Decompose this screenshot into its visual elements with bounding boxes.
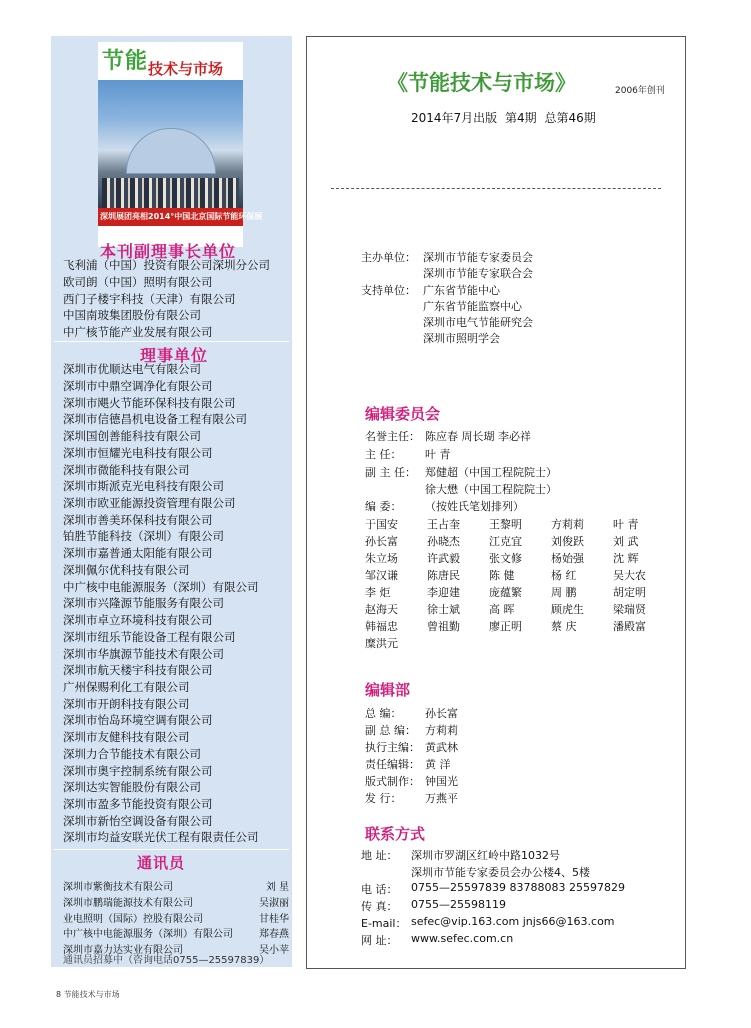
cover-photo (98, 80, 243, 208)
council-item: 深圳佩尔优科技有限公司 (63, 563, 190, 577)
dept-value: 方莉莉 (425, 724, 458, 737)
board-member-name: 顾虎生 (551, 603, 584, 616)
board-member-name: 李 炬 (365, 586, 391, 599)
dept-value: 黄武林 (425, 741, 458, 754)
dept-label: 发 行： (365, 792, 402, 805)
host-label: 主办单位： (361, 251, 416, 264)
board-member-name: 刘 武 (613, 535, 639, 548)
board-member-name: 杨 红 (551, 569, 577, 582)
council-item: 深圳市兴隆源节能服务有限公司 (63, 596, 224, 610)
vice-chairman-item: 欧司朗（中国）照明有限公司 (63, 275, 213, 289)
council-item: 深圳市盈多节能投资有限公司 (63, 797, 213, 811)
support-label: 支持单位： (361, 284, 416, 297)
board-member-name: 梁瑞贤 (613, 603, 646, 616)
contact-title: 联系方式 (365, 825, 426, 843)
vice-chairman-item: 西门子楼宇科技（天津）有限公司 (63, 292, 236, 306)
deputy-name: 徐大懋（中国工程院院士） (425, 483, 557, 496)
council-item: 深圳市恒耀光电科技有限公司 (63, 446, 213, 460)
council-item: 深圳力合节能技术有限公司 (63, 747, 201, 761)
editorial-dept-title: 编辑部 (365, 681, 411, 699)
board-member-name: 潘殿富 (613, 620, 646, 633)
council-item: 深圳市均益安联光伏工程有限责任公司 (63, 830, 259, 844)
dashed-divider (331, 188, 661, 189)
vice-chairman-title: 本刊副理事长单位 (100, 242, 237, 261)
board-member-name: 朱立场 (365, 552, 398, 565)
council-item: 深圳市航天楼宇科技有限公司 (63, 663, 213, 677)
support-org: 广东省节能中心 (423, 284, 500, 297)
correspondents-recruit: 通讯员招募中（咨询电话0755—25597839） (63, 955, 270, 966)
council-item: 深圳市新怡空调设备有限公司 (63, 814, 213, 828)
board-member-name: 孙长富 (365, 535, 398, 548)
dept-value: 万燕平 (425, 792, 458, 805)
email-value: sefec@vip.163.com jnjs66@163.com (411, 915, 615, 928)
support-org: 深圳市电气节能研究会 (423, 316, 533, 329)
cover-title: 技术与市场 (148, 60, 224, 78)
members-label: 编 委： (365, 500, 402, 513)
correspondent-person: 甘桂华 (259, 914, 289, 925)
council-item: 深圳市优顺达电气有限公司 (63, 362, 201, 376)
council-item: 深圳市卓立环境科技有限公司 (63, 613, 213, 627)
council-item: 深圳市微能科技有限公司 (63, 463, 190, 477)
council-item: 深圳市怡岛环境空调有限公司 (63, 713, 213, 727)
magazine-title: 《节能技术与市场》 (387, 70, 576, 95)
honorary-names: 陈应春 周长瑚 李必祥 (425, 430, 531, 443)
board-member-name: 江克宜 (489, 535, 522, 548)
council-item: 中广核中电能源服务（深圳）有限公司 (63, 580, 259, 594)
dept-label: 版式制作： (365, 775, 420, 788)
council-item: 深圳市善美环保科技有限公司 (63, 513, 213, 527)
fax-value: 0755—25598119 (411, 898, 506, 911)
correspondent-org: 业电照明（国际）控股有限公司 (63, 914, 203, 925)
correspondent-person: 吴小苹 (259, 945, 289, 956)
phone-value: 0755—25597839 83788083 25597829 (411, 881, 625, 894)
correspondent-person: 郑春燕 (259, 929, 289, 940)
issue-info: 2014年7月出版 第4期 总第46期 (411, 111, 596, 125)
host-org: 深圳市节能专家委员会 (423, 251, 533, 264)
vice-chairman-item: 飞利浦（中国）投资有限公司深圳分公司 (63, 258, 270, 272)
board-member-name: 陈 健 (489, 569, 515, 582)
divider (54, 849, 289, 850)
address-line: 深圳市节能专家委员会办公楼4、5楼 (411, 866, 590, 879)
board-member-name: 糜洪元 (365, 637, 398, 650)
page-footer: 8 节能技术与市场 (56, 990, 120, 999)
board-member-name: 叶 青 (613, 518, 639, 531)
council-item: 深圳市奥宇控制系统有限公司 (63, 764, 213, 778)
council-item: 广州保赐利化工有限公司 (63, 680, 190, 694)
correspondent-person: 刘 星 (265, 882, 289, 893)
board-member-name: 赵海天 (365, 603, 398, 616)
correspondent-org: 中广核中电能源服务（深圳）有限公司 (63, 929, 233, 940)
deputy-label: 副 主 任： (365, 466, 416, 479)
email-label: E-mail： (361, 917, 407, 930)
honorary-label: 名誉主任： (365, 430, 420, 443)
board-member-name: 陈唐民 (427, 569, 460, 582)
dept-label: 总 编： (365, 707, 402, 720)
board-member-name: 廖正明 (489, 620, 522, 633)
website-label: 网 址： (361, 934, 398, 947)
masthead-box (306, 36, 686, 969)
board-member-name: 徐士斌 (427, 603, 460, 616)
board-member-name: 邹汉谦 (365, 569, 398, 582)
editorial-board-title: 编辑委员会 (365, 405, 441, 423)
board-member-name: 吴大农 (613, 569, 646, 582)
council-item: 深圳市开朗科技有限公司 (63, 697, 190, 711)
board-member-name: 王占奎 (427, 518, 460, 531)
council-item: 深圳市嘉普通太阳能有限公司 (63, 546, 213, 560)
council-item: 深圳市纽乐节能设备工程有限公司 (63, 630, 236, 644)
council-item: 深圳市友健科技有限公司 (63, 730, 190, 744)
cover-band-text: 深圳展团亮相2014°中国北京国际节能环保展 (100, 212, 263, 221)
left-sidebar (51, 36, 292, 967)
divider (54, 341, 289, 342)
dept-label: 副 总 编： (365, 724, 416, 737)
board-member-name: 许武毅 (427, 552, 460, 565)
board-member-name: 韩福忠 (365, 620, 398, 633)
board-member-name: 张文修 (489, 552, 522, 565)
board-member-name: 李迎建 (427, 586, 460, 599)
fax-label: 传 真： (361, 900, 398, 913)
correspondent-org: 深圳市嘉力达实业有限公司 (63, 945, 183, 956)
board-member-name: 周 鹏 (551, 586, 577, 599)
director-label: 主 任： (365, 448, 402, 461)
board-member-name: 胡定明 (613, 586, 646, 599)
cover-logo: 节能 (102, 48, 149, 74)
board-member-name: 沈 辉 (613, 552, 639, 565)
correspondents-title: 通讯员 (137, 854, 186, 872)
council-item: 深圳市中鼎空调净化有限公司 (63, 379, 213, 393)
vice-chairman-item: 中广核节能产业发展有限公司 (63, 325, 213, 339)
dept-label: 执行主编： (365, 741, 420, 754)
board-member-name: 高 晖 (489, 603, 515, 616)
board-member-name: 蔡 庆 (551, 620, 577, 633)
correspondent-person: 吴淑丽 (259, 898, 289, 909)
phone-label: 电 话： (361, 883, 398, 896)
council-item: 深圳市信德昌机电设备工程有限公司 (63, 412, 247, 426)
dept-value: 钟国光 (425, 775, 458, 788)
correspondent-org: 深圳市鹏瑞能源技术有限公司 (63, 898, 193, 909)
deputy-name: 郑健超（中国工程院院士） (425, 466, 557, 479)
host-org: 深圳市节能专家联合会 (423, 267, 533, 280)
council-item: 深圳市飓火节能环保科技有限公司 (63, 396, 236, 410)
address-label: 地 址： (361, 849, 398, 862)
dept-value: 黄 洋 (425, 758, 451, 771)
founded-year: 2006年创刊 (615, 86, 665, 96)
council-item: 深圳市欧亚能源投资管理有限公司 (63, 496, 236, 510)
correspondent-org: 深圳市紫衡技术有限公司 (63, 882, 173, 893)
council-item: 深圳市斯派克光电科技有限公司 (63, 479, 224, 493)
support-org: 深圳市照明学会 (423, 332, 500, 345)
board-member-name: 王黎明 (489, 518, 522, 531)
board-member-name: 曾祖勤 (427, 620, 460, 633)
magazine-cover-image (98, 42, 263, 247)
support-org: 广东省节能监察中心 (423, 300, 522, 313)
website-value: www.sefec.com.cn (411, 932, 514, 945)
council-item: 深圳达实智能股份有限公司 (63, 780, 201, 794)
board-member-name: 庞蕴繁 (489, 586, 522, 599)
members-note: （按姓氏笔划排列） (425, 500, 524, 513)
board-member-name: 刘俊跃 (551, 535, 584, 548)
dept-value: 孙长富 (425, 707, 458, 720)
address-line: 深圳市罗湖区红岭中路1032号 (411, 849, 560, 862)
board-member-name: 方莉莉 (551, 518, 584, 531)
board-member-name: 杨始强 (551, 552, 584, 565)
vice-chairman-item: 中国南玻集团股份有限公司 (63, 308, 201, 322)
board-member-name: 孙晓杰 (427, 535, 460, 548)
council-item: 铂胜节能科技（深圳）有限公司 (63, 529, 224, 543)
council-item: 深圳市华旗源节能技术有限公司 (63, 647, 224, 661)
director-name: 叶 青 (425, 448, 451, 461)
council-item: 深圳国创善能科技有限公司 (63, 429, 201, 443)
board-member-name: 于国安 (365, 518, 398, 531)
council-title: 理事单位 (140, 346, 209, 365)
dept-label: 责任编辑： (365, 758, 420, 771)
